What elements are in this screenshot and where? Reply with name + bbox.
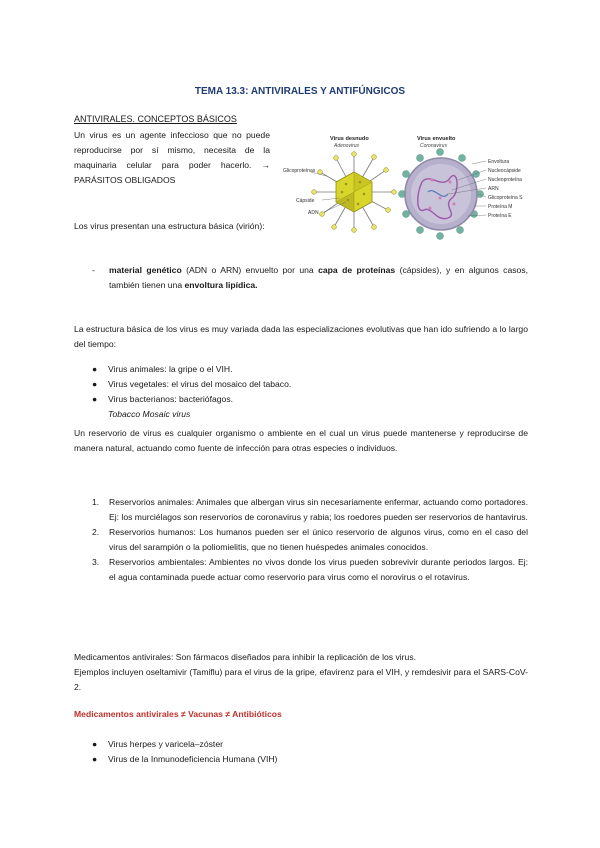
label-capside: Cápside [296,198,315,204]
label-adn: ADN [308,210,319,216]
bullet-icon: ● [92,394,98,404]
virion-paragraph: Los virus presentan una estructura básica (virión): [74,221,265,231]
label-nucleoproteina: Nucleoproteína [488,177,522,183]
bold-lipid-envelope: envoltura lipídica. [184,280,258,290]
reservoir-list [92,495,528,585]
naked-virus-subtitle: Adenovirus [334,143,360,149]
list-item: ● Virus bacterianos: bacteriófagos. [92,392,291,407]
label-proteina-m: Proteína M [488,204,513,210]
italic-note: Tobacco Mosaic virus [108,409,191,419]
label-glicoproteinas: Glicoproteínas [283,168,316,174]
label-proteina-e: Proteína E [488,213,512,219]
dash-text-2: (cápsides), y en algunos casos, también tienen una [109,265,529,290]
coronavirus-drawing [399,149,487,240]
list-item: ● Virus vegetales: el virus del mosaico del tabaco. [92,377,291,392]
bold-protein-layer: capa de proteínas [318,265,396,275]
bold-genetic-material: material genético [109,265,182,275]
antiviral-definition: Medicamentos antivirales: Son fármacos diseñados para inhibir la replicación de los virus. [74,652,417,662]
label-glicoproteina-s: Glicoproteína S [488,195,523,201]
virus-examples-list [92,737,277,767]
dash-list-item [92,263,528,293]
list-item: 2. Reservorios humanos: Los humanos pueden ser el único reservorio de algunos virus, como en el caso del virus del sarampión o la poliomielitis, que no tienen huéspedes animales conocidos. [92,527,528,552]
bullet-icon: ● [92,754,98,764]
list-item: 1. Reservorios animales: Animales que albergan virus sin necesariamente enfermar, actuando como portadores. Ej: los murciélagos son reservorios de coronavirus y rabia; los roedores pueden ser reservorios de hantavirus. [92,497,528,522]
naked-virus-title: Virus desnudo [330,136,369,142]
red-heading: Medicamentos antivirales ≠ Vacunas ≠ Antibióticos [74,709,282,719]
bullet-icon: ● [92,739,98,749]
dash-item-body [109,263,528,293]
label-envoltura: Envoltura [488,159,510,165]
antiviral-examples: Ejemplos incluyen oseltamivir (Tamiflu) para el virus de la gripe, efavirenz para el VIH, y remdesivir para el SARS-CoV-2. [74,667,528,692]
structure-paragraph: La estructura básica de los virus es muy variada dada las especializaciones evolutivas que han ido sufriendo a lo largo del tiempo: [74,324,528,349]
virus-types-list [92,362,291,422]
enveloped-virus-subtitle: Coronavirus [420,143,447,149]
list-item: ● Virus animales: la gripe o el VIH. [92,362,291,377]
antiviral-paragraph [74,650,528,695]
label-nucleocapside: Nucleocápside [488,168,521,174]
bullet-icon: ● [92,364,98,374]
enveloped-virus-title: Virus envuelto [417,136,456,142]
adenovirus-drawing [311,152,396,233]
list-item: ● Virus herpes y varicela–zóster [92,737,277,752]
bullet-icon: ● [92,379,98,389]
dash-text-1: (ADN o ARN) envuelto por una [181,265,319,275]
dash-mark: - [92,265,95,275]
list-item: 3. Reservorios ambientales: Ambientes no vivos donde los virus pueden sobrevivir durante periodos largos. Ej: el agua contaminada puede actuar como reservorio para virus como el norovirus o el rotavirus. [92,557,528,582]
section-heading: ANTIVIRALES. CONCEPTOS BÁSICOS [74,114,237,124]
reservoir-paragraph: Un reservorio de virus es cualquier organismo o ambiente en el cual un virus puede mantenerse y reproducirse de manera natural, actuando como fuente de infección para otras especies o individuos. [74,428,528,453]
virus-structure-figure [282,132,532,252]
list-item: ● Virus de la Inmunodeficiencia Humana (VIH) [92,752,277,767]
page-title: TEMA 13.3: ANTIVIRALES Y ANTIFÚNGICOS [194,86,406,97]
intro-paragraph: Un virus es un agente infeccioso que no puede reproducirse por sí mismo, necesita de la maquinaria celular para poder hacerlo. → PARÁSITOS OBLIGADOS [74,130,270,185]
label-arn: ARN [488,186,499,192]
